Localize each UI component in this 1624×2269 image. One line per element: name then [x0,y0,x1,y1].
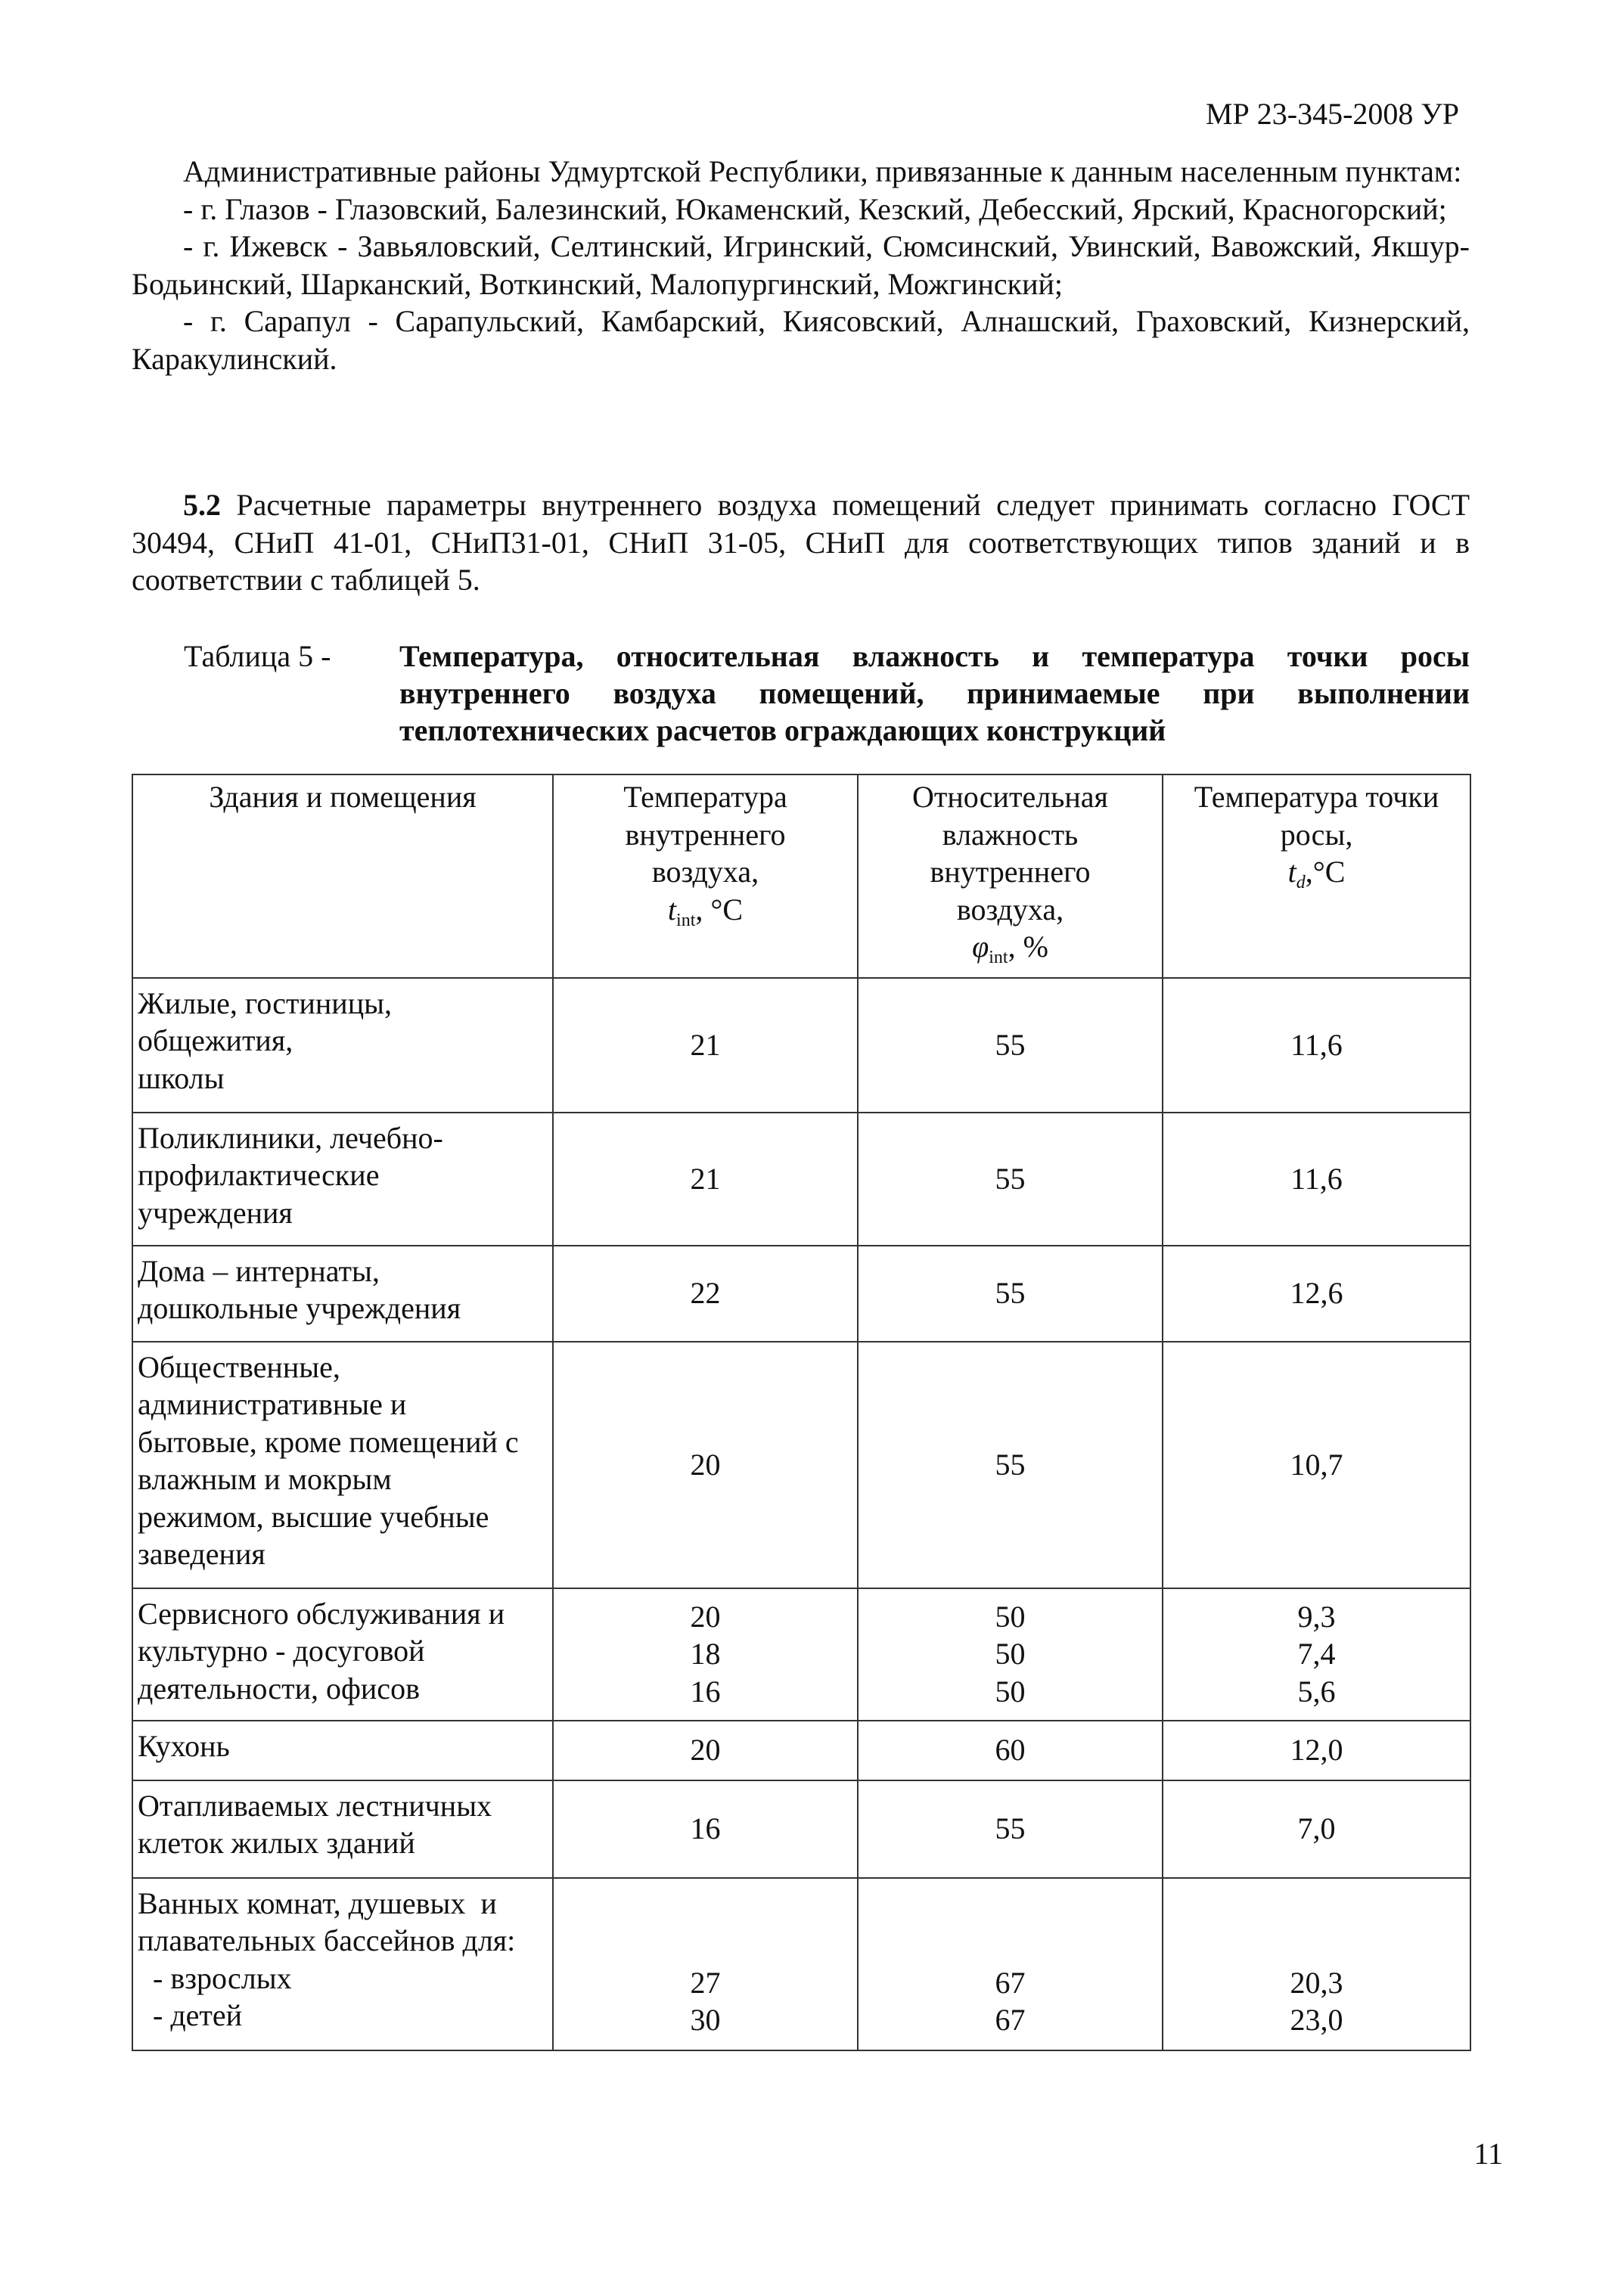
building-type: Общественные, административные и бытовые, кроме помещений с влажным и мокрым режимом, высшие учебные заведения [132,1342,553,1588]
internal-temperature-value: 21 [553,1113,858,1246]
header-buildings: Здания и помещения [132,774,553,978]
section-number: 5.2 [183,488,221,522]
dew-point-value: 9,3 7,4 5,6 [1163,1588,1470,1721]
table-header-row [132,774,1470,978]
document-code: МР 23-345-2008 УР [1205,97,1459,131]
dew-point-value: 11,6 [1163,978,1470,1113]
building-type: Жилые, гостиницы, общежития, школы [132,978,553,1113]
section-paragraph [132,486,1470,599]
relative-humidity-value: 55 [858,1780,1163,1878]
table-row [132,978,1470,1113]
table-row [132,1342,1470,1588]
table-row [132,1878,1470,2050]
page-number: 11 [1473,2137,1503,2171]
relative-humidity-value: 55 [858,1342,1163,1588]
table-row [132,1780,1470,1878]
parameters-table [132,774,1471,2051]
table-row [132,1721,1470,1780]
internal-temperature-value: 16 [553,1780,858,1878]
internal-temperature-value: 27 30 [553,1878,858,2050]
building-type: Отапливаемых лестничных клеток жилых зданий [132,1780,553,1878]
building-type: Поликлиники, лечебно- профилактические учреждения [132,1113,553,1246]
intro-block [132,153,1470,377]
intro-lead: Административные районы Удмуртской Республики, привязанные к данным населенным пунктам: [183,154,1462,188]
building-type: Кухонь [132,1721,553,1780]
building-type: Ванных комнат, душевых и плавательных бассейнов для: - взрослых - детей [132,1878,553,2050]
header-internal-temperature: Температура внутреннего воздуха, $t_{int}$, °С [553,774,858,978]
dew-point-value: 11,6 [1163,1113,1470,1246]
building-type: Сервисного обслуживания и культурно - досуговой деятельности, офисов [132,1588,553,1721]
relative-humidity-value: 50 50 50 [858,1588,1163,1721]
relative-humidity-value: 60 [858,1721,1163,1780]
table-caption-title: Температура, относительная влажность и температура точки росы внутреннего воздуха помещений, принимаемые при выполнении теплотехнических расчетов ограждающих конструкций [399,639,1470,747]
dew-point-value: 12,6 [1163,1246,1470,1342]
symbol-phi: φ [972,930,989,964]
internal-temperature-value: 20 [553,1342,858,1588]
section-5-2 [132,486,1470,599]
district-list-item: - г. Глазов - Глазовский, Балезинский, Юкаменский, Кезский, Дебесский, Ярский, Красногорский; [183,191,1447,226]
internal-temperature-value: 21 [553,978,858,1113]
internal-temperature-value: 22 [553,1246,858,1342]
dew-point-value: 7,0 [1163,1780,1470,1878]
relative-humidity-value: 55 [858,1246,1163,1342]
relative-humidity-value: 55 [858,1113,1163,1246]
table-row [132,1588,1470,1721]
dew-point-value: 10,7 [1163,1342,1470,1588]
internal-temperature-value: 20 18 16 [553,1588,858,1721]
header-relative-humidity: Относительная влажность внутреннего воздуха, $\varphi_{int}$, % [858,774,1163,978]
symbol-t: t [667,892,677,927]
relative-humidity-value: 55 [858,978,1163,1113]
internal-temperature-value: 20 [553,1721,858,1780]
section-text: Расчетные параметры внутреннего воздуха помещений следует принимать согласно ГОСТ 30494, СНиП 41-01, СНиП31-01, СНиП 31-05, СНиП для соответствующих типов зданий и в соответствии с таблицей 5. [132,488,1470,597]
table-row [132,1113,1470,1246]
district-list-item: - г. Ижевск - Завьяловский, Селтинский, Игринский, Сюмсинский, Увинский, Вавожский, Якшур-Бодьинский, Шарканский, Воткинский, Малопургинский, Можгинский; [132,229,1470,301]
building-type: Дома – интернаты, дошкольные учреждения [132,1246,553,1342]
header-dew-point: Температура точки росы, $t_d,^\circ С$ [1163,774,1470,978]
dew-point-value: 20,3 23,0 [1163,1878,1470,2050]
relative-humidity-value: 67 67 [858,1878,1163,2050]
symbol-t-d: t [1287,855,1296,889]
dew-point-value: 12,0 [1163,1721,1470,1780]
district-list-item: - г. Сарапул - Сарапульский, Камбарский, Киясовский, Алнашский, Граховский, Кизнерский, Каракулинский. [132,304,1470,376]
table-row [132,1246,1470,1342]
table-caption-prefix: Таблица 5 - [184,639,331,673]
